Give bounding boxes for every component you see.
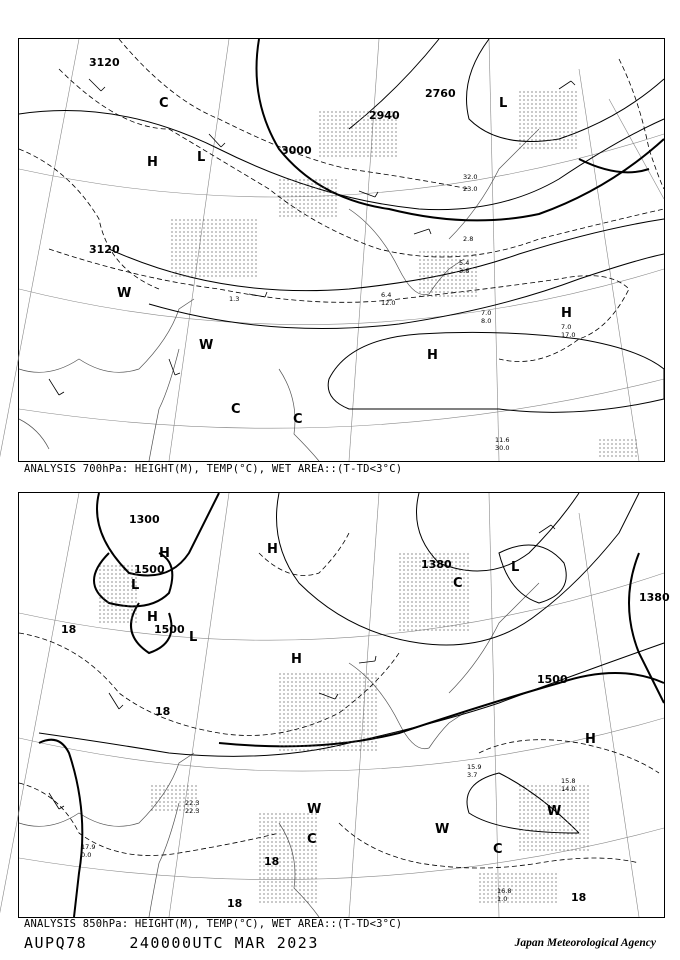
- warm-center: W: [117, 286, 132, 301]
- chart-identifier: [24, 934, 319, 952]
- contour-label: 1500: [537, 673, 568, 686]
- contour-label: 1500: [134, 563, 165, 576]
- high-center: H: [291, 652, 302, 667]
- contour-label: 1380: [639, 591, 670, 604]
- station-value: 7.0: [481, 309, 492, 317]
- contour-label: 3120: [89, 56, 120, 69]
- station-value: 22.3: [185, 799, 200, 807]
- cold-center: C: [453, 576, 463, 591]
- contour-label: 3120: [89, 243, 120, 256]
- isotherm-label: 18: [155, 705, 171, 718]
- wet-areas: [99, 553, 589, 903]
- station-value: 32.0: [463, 173, 478, 181]
- cold-center: C: [293, 412, 303, 427]
- isotherm-label: 18: [61, 623, 77, 636]
- contour-label: 1500: [154, 623, 185, 636]
- map-850-canvas: [19, 493, 670, 917]
- caption-850hpa: ANALYSIS 850hPa: HEIGHT(M), TEMP(°C), WET AREA::(T-TD<3°C): [24, 918, 403, 930]
- cold-center: C: [493, 842, 503, 857]
- warm-center: W: [307, 802, 322, 817]
- station-value: 7.0: [561, 323, 572, 331]
- station-value: 23.0: [463, 185, 478, 193]
- contour-label: 2940: [369, 109, 400, 122]
- station-value: 16.8: [497, 887, 512, 895]
- analysis-850hpa-map: [18, 492, 670, 918]
- warm-center: W: [547, 804, 562, 819]
- caption-700hpa: ANALYSIS 700hPa: HEIGHT(M), TEMP(°C), WET AREA::(T-TD<3°C): [24, 463, 403, 475]
- station-value: 22.3: [185, 807, 200, 815]
- station-value: 17.9: [81, 843, 96, 851]
- cold-center: C: [231, 402, 241, 417]
- contour-label: 2760: [425, 87, 456, 100]
- high-center: H: [585, 732, 596, 747]
- station-value: 1.3: [229, 295, 240, 303]
- chart-datetime: 240000UTC MAR 2023: [129, 934, 319, 952]
- cold-center: C: [307, 832, 317, 847]
- isotherm-label: 18: [571, 891, 587, 904]
- station-value: 17.0: [561, 331, 576, 339]
- station-value: 14.0: [561, 785, 576, 793]
- low-center: L: [197, 150, 206, 165]
- low-center: L: [131, 578, 140, 593]
- contour-label: 1380: [421, 558, 452, 571]
- warm-center: W: [199, 338, 214, 353]
- cold-center: W: [435, 822, 450, 837]
- agency-name: Japan Meteorological Agency: [514, 937, 656, 949]
- station-value: 15.8: [561, 777, 576, 785]
- high-center: H: [267, 542, 278, 557]
- low-center: L: [189, 630, 198, 645]
- station-value: 2.8: [463, 235, 474, 243]
- isotherm-label: 18: [227, 897, 243, 910]
- contour-labels: [89, 56, 456, 256]
- chart-code: AUPQ78: [24, 934, 88, 952]
- low-center: L: [511, 560, 520, 575]
- station-value: 6.4: [381, 291, 392, 299]
- station-value: 12.0: [381, 299, 396, 307]
- isotherm-label: 18: [264, 855, 280, 868]
- high-center: H: [147, 610, 158, 625]
- station-value: 15.9: [467, 763, 482, 771]
- contour-label: 1300: [129, 513, 160, 526]
- station-value: 11.6: [495, 436, 510, 444]
- station-value: 5.4: [459, 259, 470, 267]
- contour-label: 3000: [281, 144, 312, 157]
- high-center: H: [427, 348, 438, 363]
- analysis-700hpa-map: [18, 38, 665, 462]
- station-value: 3.7: [467, 771, 478, 779]
- cold-center: C: [159, 96, 169, 111]
- station-value: 0.0: [81, 851, 92, 859]
- station-value: 3.8: [459, 267, 470, 275]
- map-700-canvas: [19, 39, 664, 461]
- station-value: 1.0: [497, 895, 508, 903]
- station-value: 8.0: [481, 317, 492, 325]
- low-center: L: [499, 96, 508, 111]
- high-center: H: [147, 155, 158, 170]
- station-value: 30.0: [495, 444, 510, 452]
- high-center: H: [159, 546, 170, 561]
- high-center: H: [561, 306, 572, 321]
